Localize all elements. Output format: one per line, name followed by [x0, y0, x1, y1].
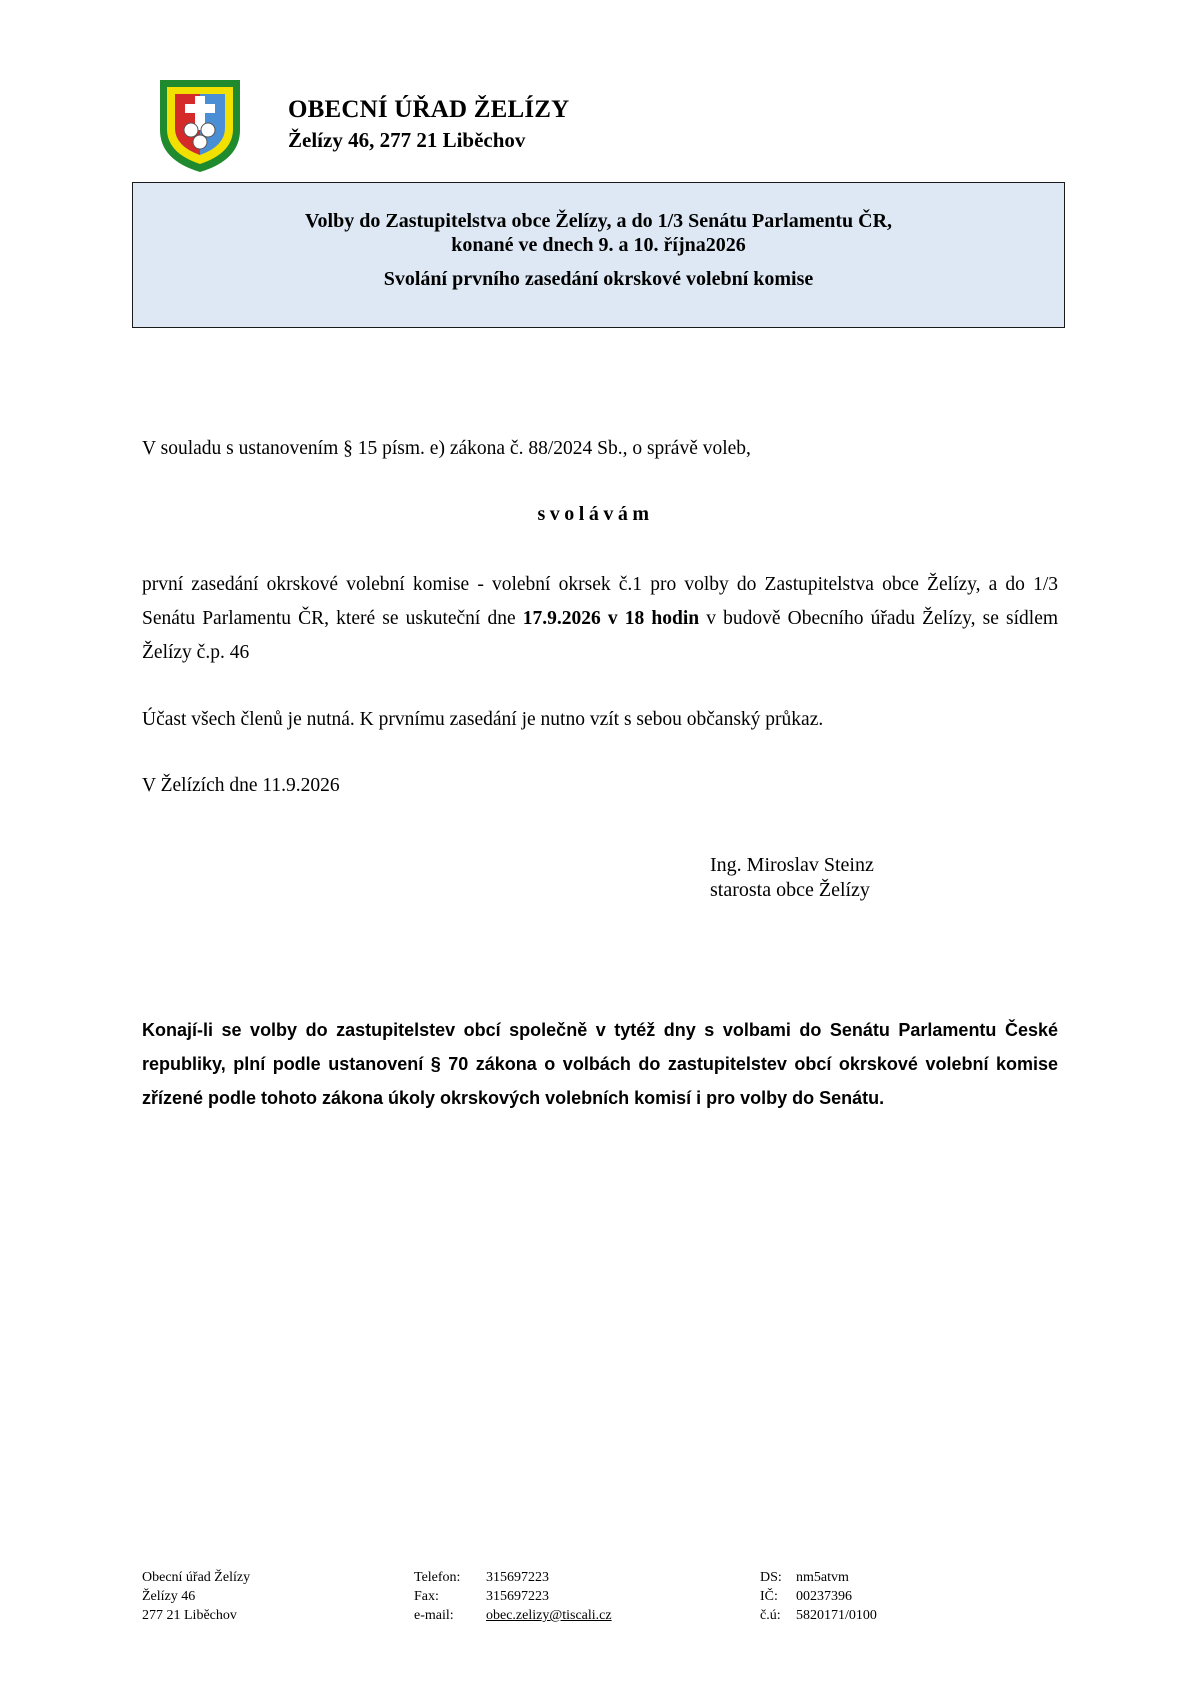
ic-label: IČ: [760, 1589, 778, 1604]
office-name: OBECNÍ ÚŘAD ŽELÍZY [288, 96, 570, 123]
signature-block [710, 853, 874, 903]
meeting-text-start: první zasedání okrskové volební komise - volební okrsek č.1 pro volby do Zastupitelstva obce Želízy, a do 1/3 Senátu Parlamentu ČR, které se uskuteční dne [142, 574, 1058, 629]
ic-value: 00237396 [796, 1589, 852, 1604]
footer-identifiers [760, 1568, 877, 1625]
account-label: č.ú: [760, 1608, 781, 1623]
title-line-1: Volby do Zastupitelstva obce Želízy, a do 1/3 Senátu Parlamentu ČR, [304, 210, 893, 232]
meeting-date: 17.9.2026 [522, 608, 601, 629]
legal-note: Konají-li se volby do zastupitelstev obcí společně v tytéž dny s volbami do Senátu Parlamentu České republiky, plní podle ustanovení § 70 zákona o volbách do zastupitelstev obcí okrskové volební komise zřízené podle tohoto zákona úkoly okrskových volebních komisí i pro volby do Senátu. [142, 1020, 1058, 1108]
title-box [132, 182, 1065, 328]
office-address: Želízy 46, 277 21 Liběchov [288, 128, 526, 152]
footer-address [142, 1568, 250, 1625]
email-label: e-mail: [414, 1608, 454, 1623]
municipal-crest-icon [158, 78, 242, 174]
signatory-name: Ing. Miroslav Steinz [710, 854, 874, 876]
attendance-paragraph: Účast všech členů je nutná. K prvnímu zasedání je nutno vzít s sebou občanský průkaz. [142, 709, 824, 730]
fax-value: 315697223 [486, 1589, 549, 1604]
ds-value: nm5atvm [796, 1570, 849, 1585]
phone-value: 315697223 [486, 1570, 549, 1585]
signatory-role: starosta obce Želízy [710, 879, 870, 901]
legal-basis-paragraph: V souladu s ustanovením § 15 písm. e) zákona č. 88/2024 Sb., o správě voleb, [142, 438, 751, 459]
meeting-separator [601, 608, 608, 629]
footer-address-line: Želízy 46 [142, 1589, 196, 1604]
ds-label: DS: [760, 1570, 782, 1585]
title-line-2: konané ve dnech 9. a 10. října2026 [451, 234, 746, 256]
footer-address-line: Obecní úřad Želízy [142, 1570, 251, 1585]
footer-address-line: 277 21 Liběchov [142, 1608, 237, 1623]
phone-label: Telefon: [414, 1570, 461, 1585]
email-link[interactable]: obec.zelizy@tiscali.cz [486, 1608, 612, 1623]
title-line-3: Svolání prvního zasedání okrskové volební komise [383, 268, 814, 290]
meeting-text-end: v budově Obecního úřadu Želízy, se sídlem Želízy č.p. 46 [142, 608, 1059, 663]
account-value: 5820171/0100 [796, 1608, 877, 1623]
footer-contacts [414, 1568, 612, 1625]
fax-label: Fax: [414, 1589, 439, 1604]
meeting-time: v 18 hodin [607, 608, 700, 629]
convene-heading: svolávám [537, 503, 654, 525]
meeting-details-paragraph [142, 568, 1058, 670]
place-and-date: V Želízích dne 11.9.2026 [142, 775, 340, 796]
